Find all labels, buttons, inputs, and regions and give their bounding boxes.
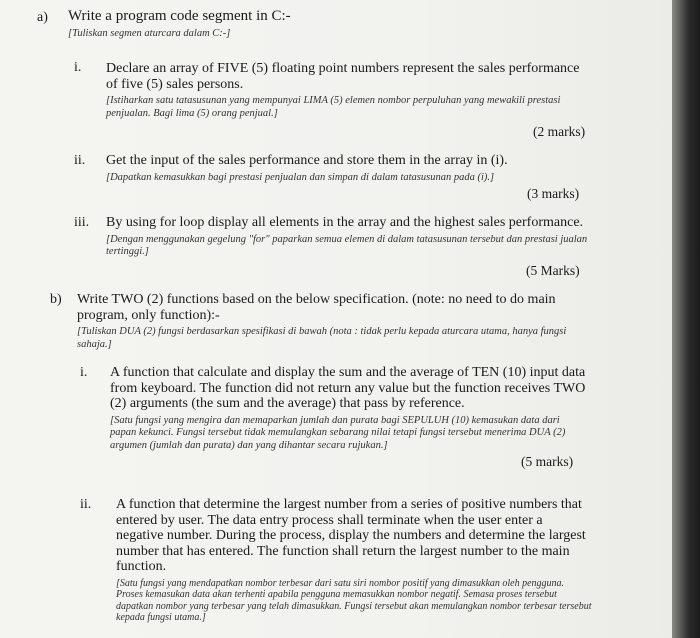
- item-text-ms: [Satu fungsi yang mengira dan memaparkan jumlah dan purata bagi SEPULUH (10) kemasukan data dari papan kekunci. Fungsi tersebut tidak memulangkan sebarang nilai tetapi fungsi tersebut menerima DUA (2) argumen (jumlah dan purata) dan yang dihantar secara rujukan.]: [110, 414, 566, 451]
- marks-label: (3 marks): [527, 186, 580, 201]
- question-b-heading-ms: [Tuliskan DUA (2) fungsi berdasarkan spesifikasi di bawah (nota : tidak perlu kepada aturcara utama, hanya fungsi sahaja.]: [77, 326, 567, 350]
- marks-label: (2 marks): [533, 124, 586, 139]
- question-a-heading: Write a program code segment in C:-: [68, 8, 291, 24]
- item-text-ms: [Istiharkan satu tatasusunan yang mempunyai LIMA (5) elemen nombor perpuluhan yang mewakili prestasi penjualan. Bagi lima (5) orang penjual.]: [106, 95, 561, 119]
- item-text-ms: [Satu fungsi yang mendapatkan nombor terbesar dari satu siri nombor positif yang dimasukkan oleh pengguna. Proses kemasukan data akan terhenti apabila pengguna memasukkan nombor negatif. Semasa proses tersebut dapatkan nombor yang terbesar yang telah dimasukkan. Fungsi tersebut akan memulangkan nombor terbesar tersebut kepada fungsi utama.]: [116, 577, 592, 623]
- dark-page-edge: [672, 0, 700, 638]
- item-text-ms: [Dengan menggunakan gegelung "for" paparkan semua elemen di dalam tatasusunan tersebut dan prestasi jualan tertinggi.]: [106, 233, 588, 257]
- item-number: ii.: [80, 497, 92, 512]
- item-text: Get the input of the sales performance and store them in the array in (i).: [106, 153, 508, 168]
- item-number: ii.: [74, 153, 86, 168]
- item-text: A function that calculate and display the sum and the average of TEN (10) input data from keyboard. The function did not return any value but the function receives TWO (2) arguments (the sum and the average) that pass by reference.: [110, 365, 586, 411]
- item-text: By using for loop display all elements in the array and the highest sales performance.: [106, 215, 584, 230]
- question-a-item-3: [106, 215, 592, 259]
- item-text: Declare an array of FIVE (5) floating point numbers represent the sales performance of five (5) sales persons.: [106, 61, 580, 92]
- question-b-header: [77, 292, 577, 351]
- question-a-label: a): [37, 10, 48, 25]
- item-number: i.: [74, 60, 82, 75]
- item-text-ms: [Dapatkan kemasukkan bagi prestasi penjualan dan simpan di dalam tatasusunan pada (i).]: [106, 171, 495, 183]
- question-b-item-1: [110, 365, 588, 452]
- question-b-label: b): [50, 292, 62, 307]
- question-b-heading: Write TWO (2) functions based on the below specification. (note: no need to do main program, only function):-: [77, 292, 556, 323]
- question-a-item-2: [106, 153, 592, 184]
- question-a-header: [68, 9, 628, 40]
- question-a-item-1: [106, 61, 592, 120]
- question-a-heading-ms: [Tuliskan segmen aturcara dalam C:-]: [68, 27, 231, 39]
- item-text: A function that determine the largest number from a series of positive numbers that entered by user. The data entry process shall terminate when the user enter a negative number. During the process, display the numbers and determine the largest number that has entered. The function shall return the largest number to the main function.: [116, 497, 586, 574]
- question-b-item-2: [116, 497, 592, 624]
- item-number: i.: [80, 365, 88, 380]
- marks-label: (5 marks): [521, 454, 574, 469]
- item-number: iii.: [74, 215, 90, 230]
- marks-label: (5 Marks): [526, 263, 580, 278]
